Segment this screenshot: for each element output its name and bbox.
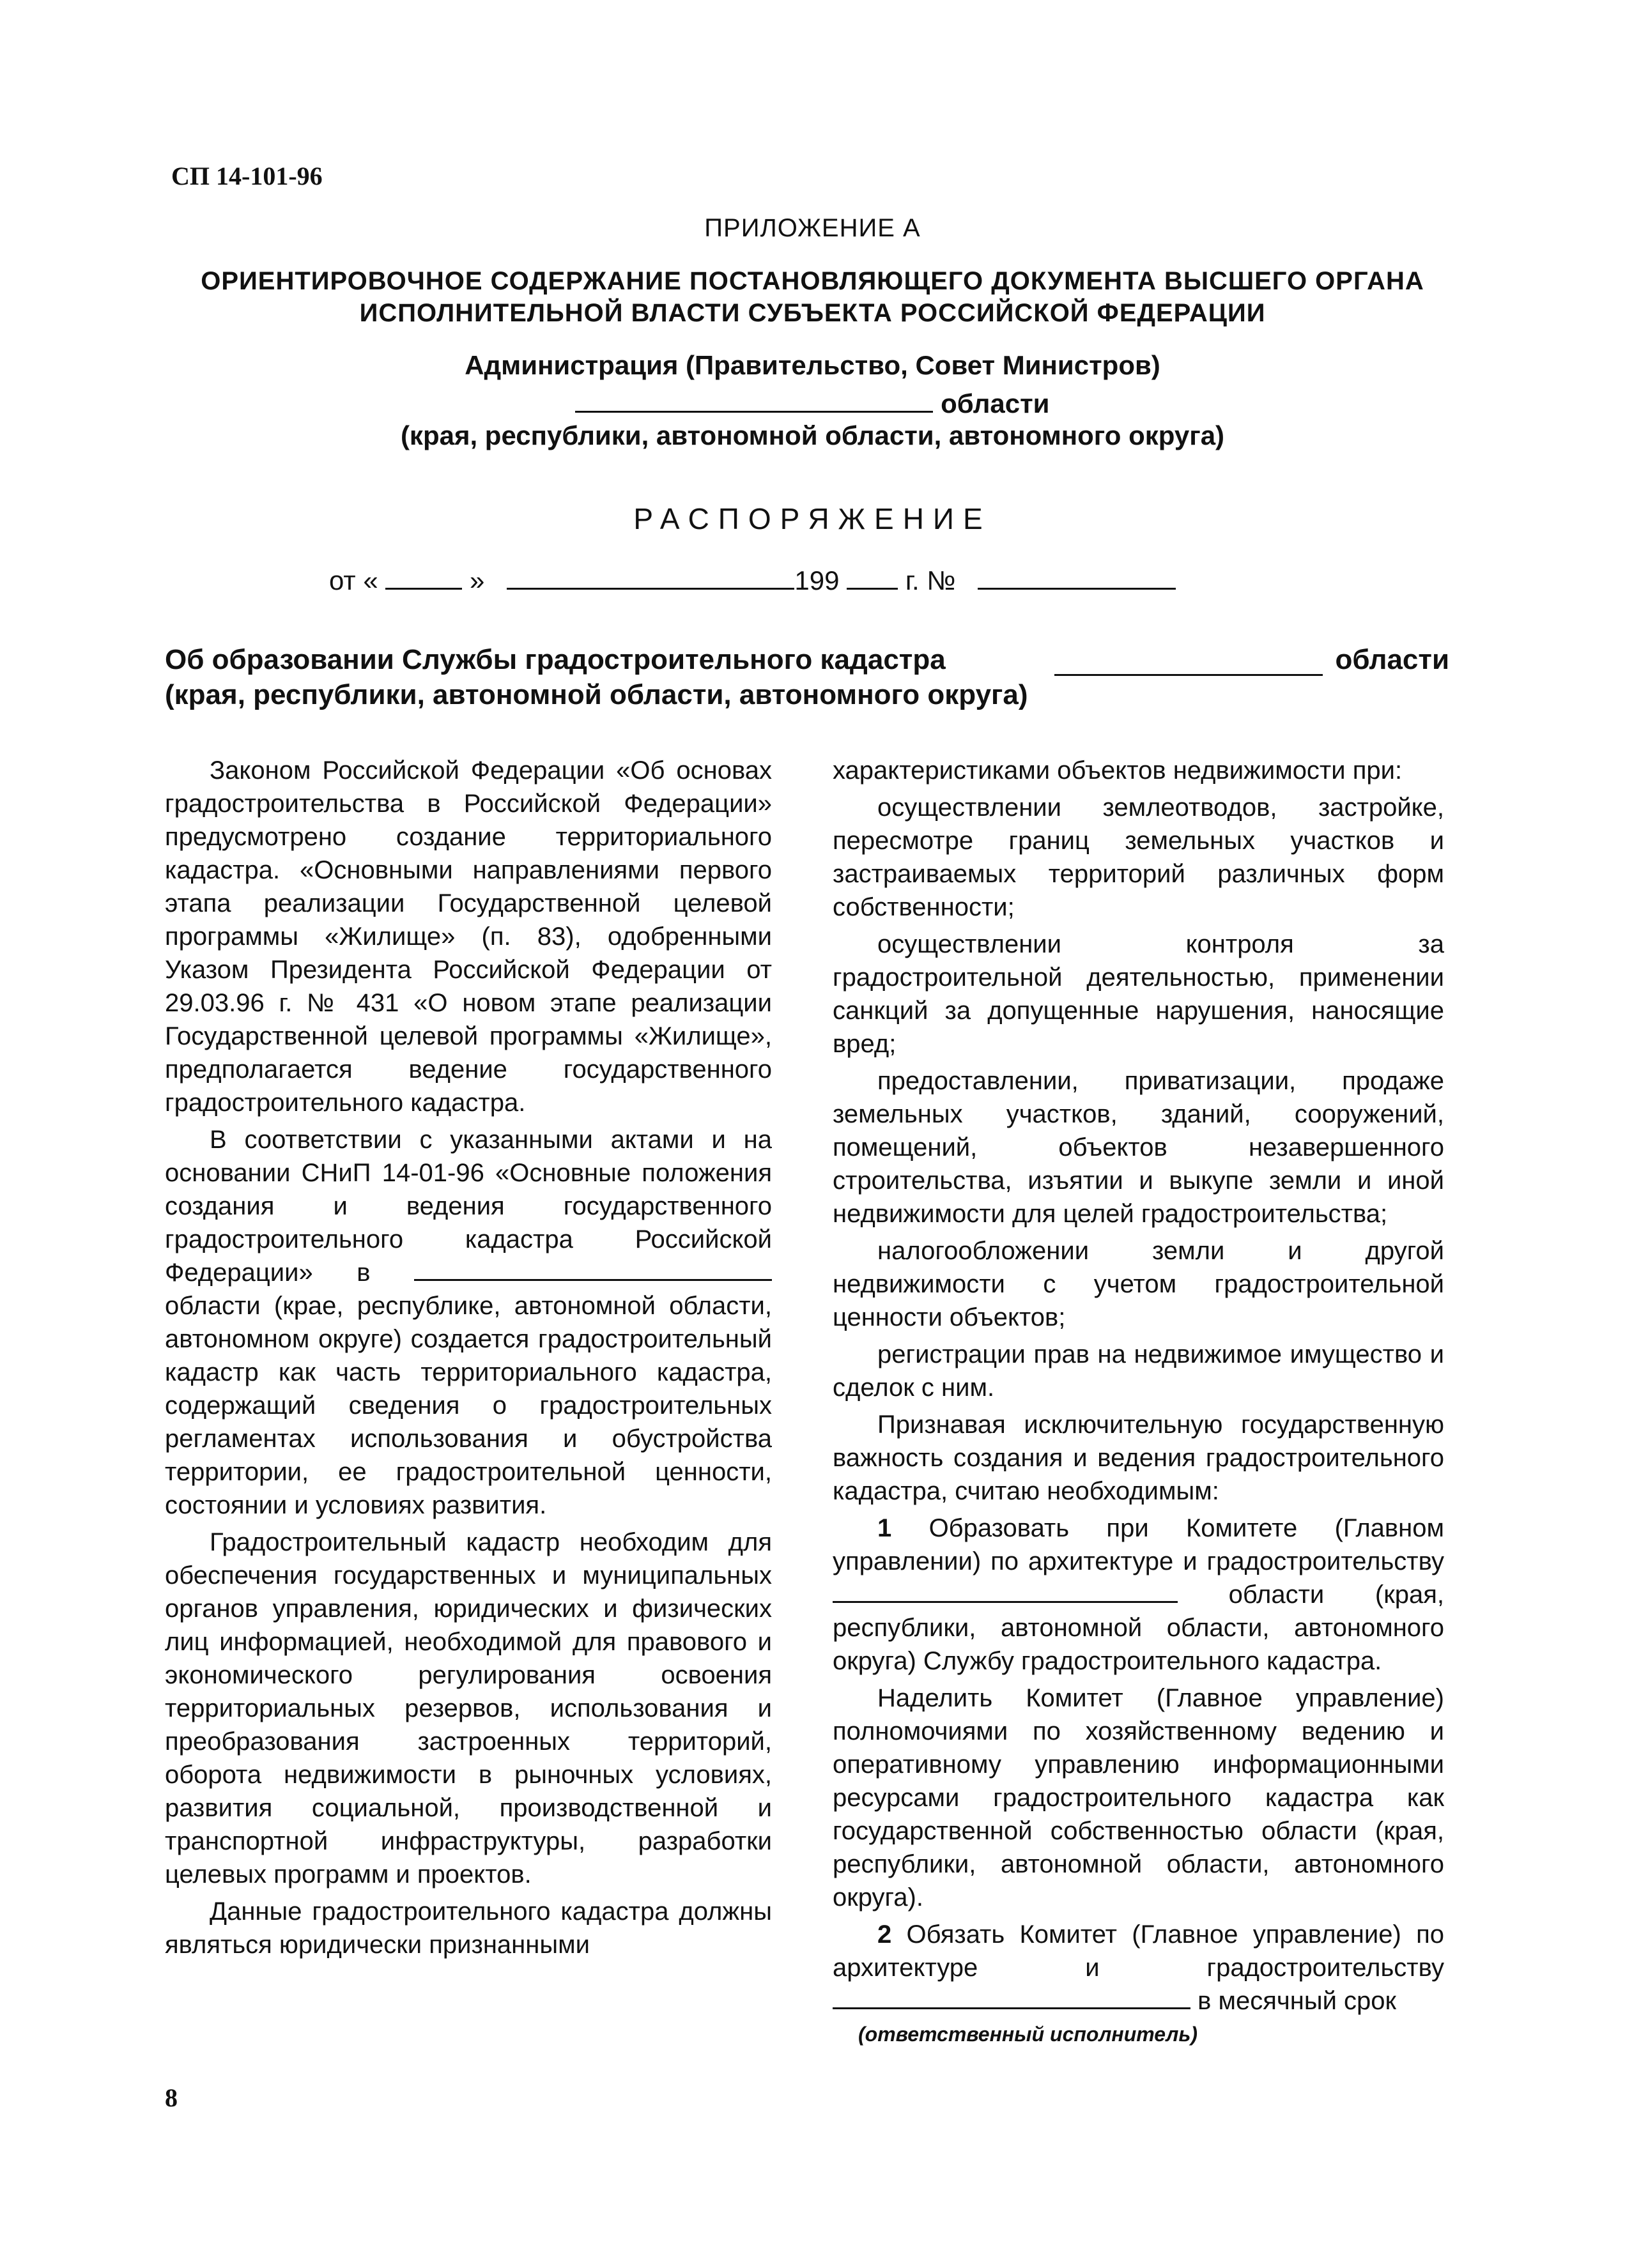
year-prefix: 199 bbox=[794, 565, 840, 595]
numbered-item-2 bbox=[833, 1918, 1444, 2018]
paragraph bbox=[165, 1123, 772, 1522]
subject-text: Об образовании Службы градостроительного кадастра bbox=[165, 644, 946, 675]
item-text: в месячный срок bbox=[1198, 1987, 1397, 2015]
left-column bbox=[165, 754, 772, 1965]
item-text: Образовать при Комитете (Главном управлении) по архитектуре и градостроительству bbox=[833, 1514, 1444, 1575]
date-from-label: от « bbox=[329, 565, 378, 595]
item-number: 2 bbox=[877, 1920, 892, 1949]
subject-region-word: области bbox=[1335, 644, 1449, 675]
title-line-2: ИСПОЛНИТЕЛЬНОЙ ВЛАСТИ СУБЪЕКТА РОССИЙСКОЙ ФЕДЕРАЦИИ bbox=[359, 299, 1266, 327]
document-code: СП 14-101-96 bbox=[171, 162, 323, 190]
date-close-quote: » bbox=[470, 565, 485, 595]
item-text: Обязать Комитет (Главное управление) по архитектуре и градостроительству bbox=[833, 1920, 1444, 1982]
day-blank bbox=[385, 588, 462, 590]
paragraph: Данные градостроительного кадастра должны являться юридически признанными bbox=[165, 1897, 772, 1959]
title-line-1: ОРИЕНТИРОВОЧНОЕ СОДЕРЖАНИЕ ПОСТАНОВЛЯЮЩЕГО ДОКУМЕНТА ВЫСШЕГО ОРГАНА bbox=[201, 267, 1424, 295]
region-blank bbox=[414, 1279, 772, 1281]
year-suffix: г. bbox=[905, 565, 920, 595]
year-blank bbox=[847, 588, 898, 590]
subject-line-2: (края, республики, автономной области, автономного округа) bbox=[165, 679, 1028, 710]
item-number: 1 bbox=[877, 1514, 892, 1542]
paragraph: Признавая исключительную государственную важность создания и ведения градостроительного кадастра, считаю необходимым: bbox=[833, 1411, 1444, 1505]
numbered-item-1 bbox=[833, 1512, 1444, 1678]
right-column bbox=[833, 754, 1444, 2047]
paragraph: Законом Российской Федерации «Об основах градостроительства в Российской Федерации» предусмотрено создание территориального кадастра. «Основными направлениями первого этапа реализации Государственной целевой программы «Жилище» (п. 83), одобренными Указом Президента Российской Федерации от 29.03.96 г. № 431 «О новом этапе реализации Государственной целевой программы «Жилище», предполагается ведение государственного градостроительного кадастра. bbox=[165, 756, 772, 1117]
paragraph: осуществлении контроля за градостроительной деятельностью, применении санкций за допущенные нарушения, наносящие вред; bbox=[833, 930, 1444, 1058]
region-types-line: (края, республики, автономной области, автономного округа) bbox=[400, 420, 1225, 450]
number-blank bbox=[978, 588, 1176, 590]
item-text: области (края, республики, автономной области, автономного округа) Службу градостроительного кадастра. bbox=[833, 1581, 1444, 1675]
number-sign: № bbox=[927, 565, 956, 595]
page-number: 8 bbox=[165, 2083, 178, 2112]
paragraph: регистрации прав на недвижимое имущество и сделок с ним. bbox=[833, 1340, 1444, 1402]
paragraph-text: области (крае, республике, автономной области, автономном округе) создается градостроительный кадастр как часть территориального кадастра, содержащий сведения о градостроительных регламентах использования и обустройства территории, ее градостроительной ценности, состоянии и условиях развития. bbox=[165, 1292, 772, 1519]
paragraph: осуществлении землеотводов, застройке, пересмотре границ земельных участков и застраиваемых территорий различных форм собственности; bbox=[833, 793, 1444, 921]
region-blank bbox=[833, 1601, 1178, 1603]
region-blank bbox=[575, 411, 933, 413]
paragraph: Градостроительный кадастр необходим для обеспечения государственных и муниципальных органов управления, юридических и физических лиц информацией, необходимой для правового и экономического регулирования освоения территориальных резервов, использования и преобразования застроенных территорий, оборота недвижимости в рыночных условиях, развития социальной, производственной и транспортной инфраструктуры, разработки целевых программ и проектов. bbox=[165, 1528, 772, 1889]
paragraph-text: В соответствии с указанными актами и на основании СНиП 14-01-96 «Основные положения создания и ведения государственного градостроительного кадастра Российской Федерации» в bbox=[165, 1126, 772, 1287]
order-heading: РАСПОРЯЖЕНИЕ bbox=[633, 502, 992, 535]
month-blank bbox=[507, 588, 794, 590]
paragraph: предоставлении, приватизации, продаже земельных участков, зданий, сооружений, помещений, объектов незавершенного строительства, изъятии и выкупе земли и иной недвижимости для целей градостроительства; bbox=[833, 1067, 1444, 1228]
paragraph: Наделить Комитет (Главное управление) полномочиями по хозяйственному ведению и оперативному управлению информационными ресурсами градостроительного кадастра как государственной собственностью области (края, республики, автономной области, автономного округа). bbox=[833, 1684, 1444, 1912]
region-line bbox=[0, 388, 1625, 419]
appendix-heading: ПРИЛОЖЕНИЕ А bbox=[704, 214, 921, 242]
paragraph: налогообложении земли и другой недвижимости с учетом градостроительной ценности объектов; bbox=[833, 1237, 1444, 1331]
executor-blank bbox=[833, 2007, 1190, 2009]
authority-line: Администрация (Правительство, Совет Министров) bbox=[465, 350, 1160, 380]
paragraph: характеристиками объектов недвижимости при: bbox=[833, 756, 1403, 785]
subject-region-blank bbox=[1054, 674, 1323, 676]
date-number-line bbox=[329, 565, 1176, 596]
executor-caption: (ответственный исполнитель) bbox=[858, 2023, 1198, 2046]
subject-line-1 bbox=[165, 644, 1449, 676]
region-word: области bbox=[941, 388, 1050, 418]
